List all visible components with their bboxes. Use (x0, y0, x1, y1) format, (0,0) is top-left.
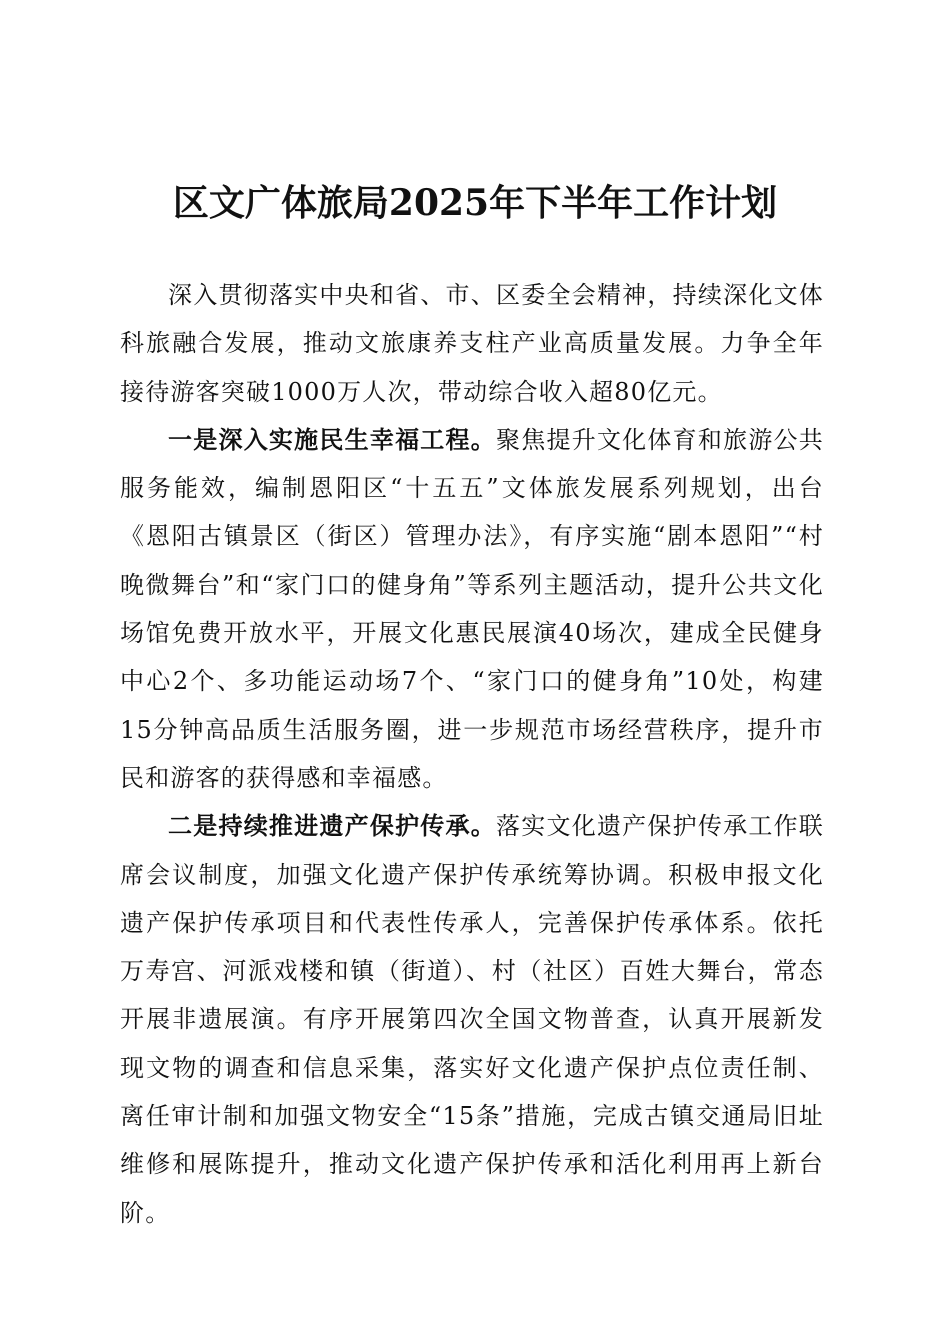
paragraph-heritage-text: 落实文化遗产保护传承工作联席会议制度，加强文化遗产保护传承统筹协调。积极申报文化遗产保护传承项目和代表性传承人，完善保护传承体系。依托万寿宫、河派戏楼和镇（街道）、村（社区）百姓大舞台，常态开展非遗展演。有序开展第四次全国文物普查，认真开展新发现文物的调查和信息采集，落实好文化遗产保护点位责任制、离任审计制和加强文物安全“15条”措施，完成古镇交通局旧址维修和展陈提升，推动文化遗产保护传承和活化利用再上新台阶。 (120, 812, 824, 1227)
paragraph-heritage-lead: 二是持续推进遗产保护传承。 (168, 811, 497, 841)
document-body (120, 271, 824, 1237)
document-title: 区文广体旅局2025年下半年工作计划 (172, 182, 778, 224)
paragraph-livelihood-lead: 一是深入实施民生幸福工程。 (168, 424, 497, 454)
paragraph-intro-text: 深入贯彻落实中央和省、市、区委全会精神，持续深化文体科旅融合发展，推动文旅康养支柱产业高质量发展。力争全年接待游客突破1000万人次，带动综合收入超80亿元。 (120, 281, 824, 406)
paragraph-heritage (120, 802, 824, 1237)
paragraph-livelihood-text: 聚焦提升文化体育和旅游公共服务能效，编制恩阳区“十五五”文体旅发展系列规划，出台《恩阳古镇景区（街区）管理办法》，有序实施“剧本恩阳”“村晚微舞台”和“家门口的健身角”等系列主题活动，提升公共文化场馆免费开放水平，开展文化惠民展演40场次，建成全民健身中心2个、多功能运动场7个、“家门口的健身角”10处，构建15分钟高品质生活服务圈，进一步规范市场经营秩序，提升市民和游客的获得感和幸福感。 (120, 425, 824, 792)
paragraph-livelihood (120, 416, 824, 802)
paragraph-intro (120, 271, 824, 416)
